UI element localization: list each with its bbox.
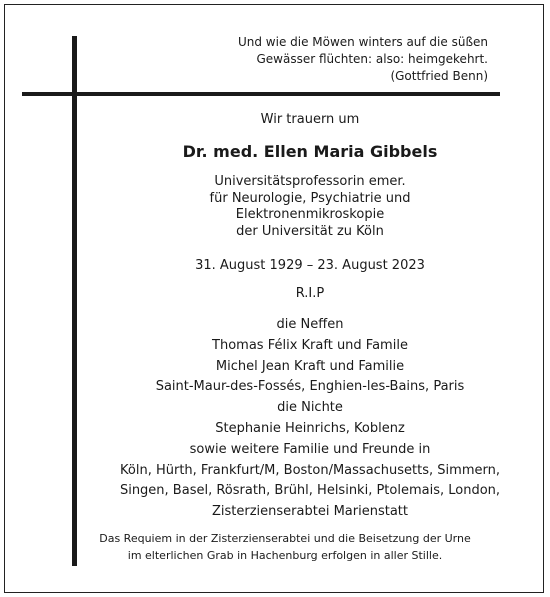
profession-line: Universitätsprofessorin emer. (214, 174, 406, 189)
family-line: Singen, Basel, Rösrath, Brühl, Helsinki, Ptolemais, London, (119, 483, 501, 499)
family-line: Thomas Félix Kraft und Famile (212, 337, 408, 353)
cross-horizontal-bar (22, 92, 500, 96)
life-dates: 31. August 1929 – 23. August 2023 (195, 258, 425, 273)
family-line: Saint-Maur-des-Fossés, Enghien-les-Bains, Paris (155, 379, 465, 395)
quote-author: (Gottfried Benn) (390, 69, 488, 83)
profession-line: Elektronenmikroskopie (235, 207, 385, 222)
family-line: Köln, Hürth, Frankfurt/M, Boston/Massachusetts, Simmern, (120, 462, 500, 478)
profession-line: der Universität zu Köln (236, 223, 384, 239)
footer-line: im elterlichen Grab in Hachenburg erfolgen in aller Stille. (127, 549, 443, 562)
family-block (90, 315, 530, 523)
intro-text: Wir trauern um (260, 112, 360, 127)
family-line: Stephanie Heinrichs, Koblenz (215, 420, 405, 436)
profession-block (90, 174, 530, 240)
family-line: die Neffen (276, 317, 344, 332)
quote-line: Und wie die Möwen winters auf die süßen (237, 35, 488, 49)
cross-vertical-bar (72, 36, 77, 566)
family-line: Zisterzienserabtei Marienstatt (212, 504, 408, 520)
footer-line: Das Requiem in der Zisterzienserabtei und die Beisetzung der Urne (99, 532, 471, 545)
rip-text: R.I.P (295, 286, 325, 301)
family-line: die Nichte (277, 400, 343, 416)
family-line: sowie weitere Familie und Freunde in (189, 441, 431, 457)
family-line: Michel Jean Kraft und Familie (215, 358, 405, 374)
footer-note (60, 530, 510, 564)
quote-line: Gewässer flüchten: also: heimgekehrt. (256, 52, 488, 66)
quote-block (188, 34, 488, 85)
profession-line: für Neurologie, Psychiatrie und (209, 190, 411, 206)
deceased-name: Dr. med. Ellen Maria Gibbels (182, 142, 438, 161)
